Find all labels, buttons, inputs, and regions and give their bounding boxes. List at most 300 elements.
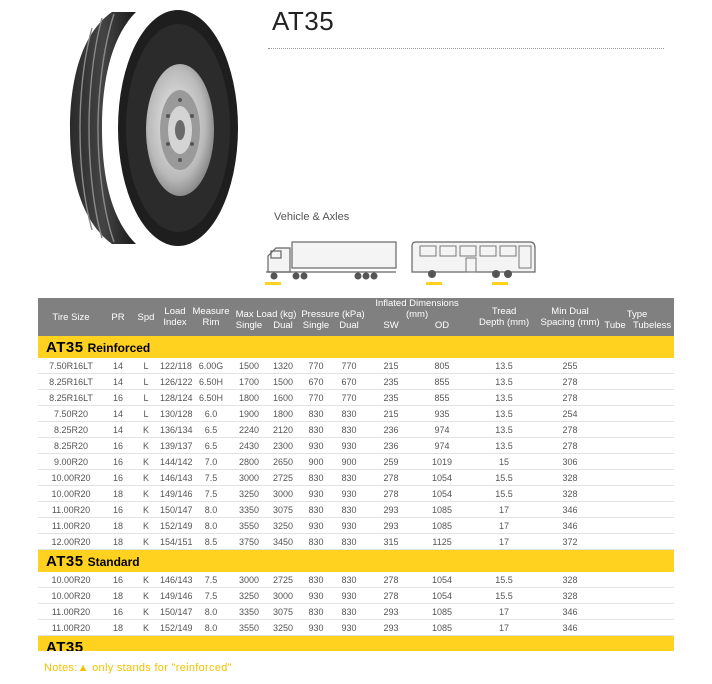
cell-min-dual-spacing: 372 xyxy=(540,534,600,550)
cell-tread-depth: 13.5 xyxy=(468,438,540,454)
cell-pressure-dual: 930 xyxy=(332,620,366,636)
cell-type-tube xyxy=(600,374,630,390)
cell-pressure-single: 930 xyxy=(300,588,332,604)
cell-max-load-single: 3550 xyxy=(232,620,266,636)
table-row xyxy=(38,588,674,604)
cell-tread-depth: 15.5 xyxy=(468,572,540,588)
cell-dim-od: 1125 xyxy=(416,534,468,550)
cell-tire-size: 11.00R20 xyxy=(38,604,104,620)
cell-measure-rim: 7.5 xyxy=(190,572,232,588)
cell-tread-depth: 15 xyxy=(468,454,540,470)
cell-pressure-single: 830 xyxy=(300,406,332,422)
cell-spd: K xyxy=(132,620,160,636)
section-header xyxy=(38,636,674,652)
cell-max-load-dual: 2650 xyxy=(266,454,300,470)
cell-pr: 14 xyxy=(104,406,132,422)
header-pr xyxy=(104,298,132,336)
cell-max-load-dual: 3450 xyxy=(266,534,300,550)
header-pr-line1: PR xyxy=(111,311,125,323)
cell-tire-size: 11.00R20 xyxy=(38,620,104,636)
cell-type-tube xyxy=(600,486,630,502)
cell-max-load-single: 2430 xyxy=(232,438,266,454)
cell-min-dual-spacing: 346 xyxy=(540,518,600,534)
cell-pressure-dual: 830 xyxy=(332,470,366,486)
bus-icon xyxy=(408,238,538,286)
cell-max-load-single: 3000 xyxy=(232,572,266,588)
cell-load-index: 128/124 xyxy=(160,390,190,406)
cell-pr: 18 xyxy=(104,486,132,502)
cell-min-dual-spacing: 328 xyxy=(540,572,600,588)
cell-dim-od: 855 xyxy=(416,374,468,390)
cell-load-index: 149/146 xyxy=(160,486,190,502)
cell-max-load-single: 3250 xyxy=(232,486,266,502)
cell-type-tubeless xyxy=(630,374,674,390)
cell-tire-size: 8.25R16LT xyxy=(38,374,104,390)
cell-spd: K xyxy=(132,604,160,620)
cell-tread-depth: 13.5 xyxy=(468,422,540,438)
cell-dim-sw: 293 xyxy=(366,620,416,636)
header-group-type-tube: Type xyxy=(600,298,674,320)
cell-type-tube xyxy=(600,422,630,438)
cell-type-tubeless xyxy=(630,572,674,588)
table-row xyxy=(38,502,674,518)
header-measure-rim-line1: Measure xyxy=(192,306,230,317)
cell-type-tubeless xyxy=(630,470,674,486)
cell-spd: K xyxy=(132,534,160,550)
header-pressure-dual: Dual xyxy=(332,320,366,336)
cell-pressure-dual: 830 xyxy=(332,502,366,518)
cell-max-load-dual: 1600 xyxy=(266,390,300,406)
cell-pressure-single: 930 xyxy=(300,518,332,534)
header-load-index xyxy=(160,298,190,336)
header-tread-depth-line1: Tread xyxy=(491,306,517,317)
cell-pressure-single: 930 xyxy=(300,486,332,502)
header-spd-line1: Spd xyxy=(137,311,155,323)
cell-dim-sw: 293 xyxy=(366,604,416,620)
cell-min-dual-spacing: 278 xyxy=(540,374,600,390)
cell-tread-depth: 13.5 xyxy=(468,374,540,390)
cell-measure-rim: 6.5 xyxy=(190,438,232,454)
cell-type-tubeless xyxy=(630,406,674,422)
cell-pressure-dual: 830 xyxy=(332,422,366,438)
table-row xyxy=(38,486,674,502)
tire-image xyxy=(62,4,240,250)
cell-pressure-dual: 930 xyxy=(332,486,366,502)
cell-spd: K xyxy=(132,486,160,502)
cell-load-index: 130/128 xyxy=(160,406,190,422)
cell-max-load-dual: 2120 xyxy=(266,422,300,438)
cell-dim-sw: 215 xyxy=(366,406,416,422)
cell-type-tube xyxy=(600,438,630,454)
table-row xyxy=(38,572,674,588)
cell-pressure-dual: 830 xyxy=(332,572,366,588)
header-measure-rim xyxy=(190,298,232,336)
cell-tire-size: 12.00R20 xyxy=(38,534,104,550)
cell-max-load-dual: 3000 xyxy=(266,486,300,502)
cell-pressure-dual: 830 xyxy=(332,534,366,550)
cell-max-load-dual: 2300 xyxy=(266,438,300,454)
cell-spd: K xyxy=(132,454,160,470)
cell-max-load-single: 1900 xyxy=(232,406,266,422)
cell-max-load-dual: 1800 xyxy=(266,406,300,422)
cell-max-load-dual: 1320 xyxy=(266,358,300,374)
cell-min-dual-spacing: 346 xyxy=(540,502,600,518)
table-row xyxy=(38,470,674,486)
cell-dim-od: 1054 xyxy=(416,470,468,486)
header-group-max-load-single: Max Load (kg) xyxy=(232,298,300,320)
cell-dim-od: 1019 xyxy=(416,454,468,470)
table-row xyxy=(38,406,674,422)
cell-tread-depth: 13.5 xyxy=(468,406,540,422)
truck-icon xyxy=(262,238,398,286)
cell-max-load-dual: 3250 xyxy=(266,518,300,534)
cell-type-tubeless xyxy=(630,620,674,636)
cell-load-index: 154/151 xyxy=(160,534,190,550)
cell-type-tubeless xyxy=(630,454,674,470)
cell-measure-rim: 8.0 xyxy=(190,604,232,620)
cell-pressure-dual: 930 xyxy=(332,518,366,534)
header-type-tubeless: Tubeless xyxy=(630,320,674,336)
cell-max-load-single: 1500 xyxy=(232,358,266,374)
header-group-dim-sw: Inflated Dimensions (mm) xyxy=(366,298,468,320)
header-max-load-single: Single xyxy=(232,320,266,336)
cell-type-tubeless xyxy=(630,518,674,534)
cell-load-index: 152/149 xyxy=(160,620,190,636)
cell-tread-depth: 17 xyxy=(468,518,540,534)
cell-spd: L xyxy=(132,390,160,406)
cell-measure-rim: 6.50H xyxy=(190,374,232,390)
cell-load-index: 149/146 xyxy=(160,588,190,604)
cell-dim-od: 1054 xyxy=(416,486,468,502)
cell-pr: 18 xyxy=(104,518,132,534)
cell-min-dual-spacing: 346 xyxy=(540,604,600,620)
table-row xyxy=(38,390,674,406)
cell-min-dual-spacing: 328 xyxy=(540,486,600,502)
cell-load-index: 126/122 xyxy=(160,374,190,390)
cell-load-index: 152/149 xyxy=(160,518,190,534)
header-max-load-dual: Dual xyxy=(266,320,300,336)
vehicle-axles-label: Vehicle & Axles xyxy=(274,211,350,223)
header-dim-od: OD xyxy=(416,320,468,336)
section-model: AT35 xyxy=(46,338,84,356)
cell-dim-od: 1054 xyxy=(416,572,468,588)
cell-pr: 16 xyxy=(104,438,132,454)
cell-dim-od: 1085 xyxy=(416,620,468,636)
cell-min-dual-spacing: 346 xyxy=(540,620,600,636)
cell-pressure-dual: 930 xyxy=(332,438,366,454)
cell-type-tube xyxy=(600,604,630,620)
section-model: AT35 xyxy=(46,552,84,570)
cell-tire-size: 10.00R20 xyxy=(38,486,104,502)
cell-tire-size: 8.25R20 xyxy=(38,422,104,438)
cell-tread-depth: 17 xyxy=(468,620,540,636)
cell-max-load-single: 1800 xyxy=(232,390,266,406)
cell-type-tube xyxy=(600,454,630,470)
cell-pressure-single: 830 xyxy=(300,470,332,486)
cell-dim-sw: 259 xyxy=(366,454,416,470)
cell-tire-size: 9.00R20 xyxy=(38,454,104,470)
cell-load-index: 150/147 xyxy=(160,502,190,518)
cell-tire-size: 8.25R16LT xyxy=(38,390,104,406)
cell-max-load-single: 2240 xyxy=(232,422,266,438)
table-row xyxy=(38,374,674,390)
cell-min-dual-spacing: 328 xyxy=(540,588,600,604)
cell-measure-rim: 8.0 xyxy=(190,620,232,636)
cell-measure-rim: 6.00G xyxy=(190,358,232,374)
cell-dim-od: 855 xyxy=(416,390,468,406)
table-row xyxy=(38,604,674,620)
header-load-index-line2: Index xyxy=(163,317,187,328)
cell-min-dual-spacing: 278 xyxy=(540,422,600,438)
cell-dim-od: 1054 xyxy=(416,588,468,604)
cell-max-load-dual: 2725 xyxy=(266,470,300,486)
cell-pr: 18 xyxy=(104,534,132,550)
cell-pressure-dual: 830 xyxy=(332,604,366,620)
spec-table xyxy=(38,298,674,651)
cell-dim-sw: 236 xyxy=(366,438,416,454)
cell-max-load-single: 3750 xyxy=(232,534,266,550)
section-header-row xyxy=(38,550,674,573)
table-row xyxy=(38,358,674,374)
cell-type-tubeless xyxy=(630,588,674,604)
cell-dim-od: 805 xyxy=(416,358,468,374)
cell-pressure-dual: 770 xyxy=(332,358,366,374)
cell-min-dual-spacing: 278 xyxy=(540,438,600,454)
cell-tire-size: 8.25R20 xyxy=(38,438,104,454)
cell-pressure-dual: 670 xyxy=(332,374,366,390)
cell-type-tube xyxy=(600,470,630,486)
header-min-dual-spacing-line2: Spacing (mm) xyxy=(540,317,600,328)
cell-measure-rim: 8.0 xyxy=(190,518,232,534)
cell-measure-rim: 6.0 xyxy=(190,406,232,422)
cell-load-index: 146/143 xyxy=(160,572,190,588)
cell-spd: K xyxy=(132,438,160,454)
cell-pr: 16 xyxy=(104,390,132,406)
cell-pressure-single: 900 xyxy=(300,454,332,470)
cell-type-tube xyxy=(600,358,630,374)
cell-tire-size: 10.00R20 xyxy=(38,572,104,588)
cell-max-load-dual: 3075 xyxy=(266,502,300,518)
cell-tread-depth: 15.5 xyxy=(468,470,540,486)
cell-pressure-single: 830 xyxy=(300,422,332,438)
cell-tire-size: 10.00R20 xyxy=(38,470,104,486)
cell-type-tube xyxy=(600,502,630,518)
section-header xyxy=(38,336,674,358)
table-header-row-top xyxy=(38,298,674,320)
cell-measure-rim: 7.5 xyxy=(190,486,232,502)
table-row xyxy=(38,454,674,470)
cell-dim-od: 1085 xyxy=(416,604,468,620)
cell-max-load-dual: 3250 xyxy=(266,620,300,636)
cell-max-load-dual: 1500 xyxy=(266,374,300,390)
cell-measure-rim: 8.0 xyxy=(190,502,232,518)
cell-dim-sw: 236 xyxy=(366,422,416,438)
cell-dim-od: 935 xyxy=(416,406,468,422)
cell-pressure-dual: 830 xyxy=(332,406,366,422)
cell-measure-rim: 6.5 xyxy=(190,422,232,438)
header-tire-size xyxy=(38,298,104,336)
cell-pressure-dual: 770 xyxy=(332,390,366,406)
section-header xyxy=(38,550,674,573)
cell-load-index: 136/134 xyxy=(160,422,190,438)
cell-spd: L xyxy=(132,374,160,390)
cell-max-load-single: 3350 xyxy=(232,502,266,518)
cell-type-tubeless xyxy=(630,422,674,438)
cell-pressure-single: 930 xyxy=(300,438,332,454)
cell-max-load-dual: 3000 xyxy=(266,588,300,604)
cell-type-tubeless xyxy=(630,502,674,518)
header-tire-size-line1: Tire Size xyxy=(52,311,90,323)
cell-pressure-single: 670 xyxy=(300,374,332,390)
header-min-dual-spacing xyxy=(540,298,600,336)
cell-tire-size: 11.00R20 xyxy=(38,502,104,518)
cell-min-dual-spacing: 306 xyxy=(540,454,600,470)
cell-tread-depth: 13.5 xyxy=(468,358,540,374)
cell-pressure-single: 830 xyxy=(300,572,332,588)
notes-prefix: Notes: xyxy=(44,662,78,674)
cell-pr: 16 xyxy=(104,604,132,620)
header-pressure-single: Single xyxy=(300,320,332,336)
header-min-dual-spacing-line1: Min Dual xyxy=(551,306,589,317)
reinforced-triangle-icon: ▲ xyxy=(77,662,89,674)
notes xyxy=(44,662,232,674)
table-row xyxy=(38,534,674,550)
cell-pressure-single: 830 xyxy=(300,534,332,550)
cell-pr: 18 xyxy=(104,588,132,604)
cell-measure-rim: 7.5 xyxy=(190,470,232,486)
cell-pr: 16 xyxy=(104,572,132,588)
cell-tire-size: 10.00R20 xyxy=(38,588,104,604)
cell-type-tube xyxy=(600,390,630,406)
header-tread-depth-line2: Depth (mm) xyxy=(478,317,530,328)
cell-min-dual-spacing: 278 xyxy=(540,390,600,406)
cell-measure-rim: 7.0 xyxy=(190,454,232,470)
cell-pressure-dual: 900 xyxy=(332,454,366,470)
cell-pressure-single: 830 xyxy=(300,604,332,620)
title-divider xyxy=(268,48,664,49)
cell-pressure-single: 830 xyxy=(300,502,332,518)
cell-load-index: 139/137 xyxy=(160,438,190,454)
cell-type-tubeless xyxy=(630,358,674,374)
cell-max-load-single: 2800 xyxy=(232,454,266,470)
cell-dim-sw: 278 xyxy=(366,572,416,588)
cell-spd: K xyxy=(132,588,160,604)
cell-type-tubeless xyxy=(630,390,674,406)
cell-type-tubeless xyxy=(630,438,674,454)
cell-tire-size: 7.50R20 xyxy=(38,406,104,422)
cell-pr: 16 xyxy=(104,502,132,518)
cell-tread-depth: 15.5 xyxy=(468,588,540,604)
cell-type-tube xyxy=(600,572,630,588)
cell-dim-sw: 293 xyxy=(366,518,416,534)
section-header-row xyxy=(38,636,674,652)
cell-type-tube xyxy=(600,518,630,534)
cell-dim-sw: 293 xyxy=(366,502,416,518)
cell-tread-depth: 15.5 xyxy=(468,486,540,502)
header-dim-sw: SW xyxy=(366,320,416,336)
header-tread-depth xyxy=(468,298,540,336)
cell-max-load-dual: 3075 xyxy=(266,604,300,620)
cell-dim-sw: 315 xyxy=(366,534,416,550)
cell-tread-depth: 17 xyxy=(468,502,540,518)
cell-max-load-dual: 2725 xyxy=(266,572,300,588)
cell-load-index: 150/147 xyxy=(160,604,190,620)
cell-type-tubeless xyxy=(630,534,674,550)
cell-measure-rim: 8.5 xyxy=(190,534,232,550)
cell-dim-sw: 235 xyxy=(366,374,416,390)
cell-type-tubeless xyxy=(630,604,674,620)
cell-min-dual-spacing: 254 xyxy=(540,406,600,422)
cell-load-index: 122/118 xyxy=(160,358,190,374)
cell-max-load-single: 3250 xyxy=(232,588,266,604)
cell-pr: 18 xyxy=(104,620,132,636)
header-spd xyxy=(132,298,160,336)
section-name: Standard xyxy=(87,554,140,569)
section-header-row xyxy=(38,336,674,358)
cell-type-tube xyxy=(600,588,630,604)
cell-measure-rim: 6.50H xyxy=(190,390,232,406)
cell-type-tube xyxy=(600,620,630,636)
spec-table-container xyxy=(38,298,674,651)
cell-spd: K xyxy=(132,470,160,486)
cell-dim-od: 1085 xyxy=(416,518,468,534)
cell-max-load-single: 3350 xyxy=(232,604,266,620)
cell-pressure-single: 930 xyxy=(300,620,332,636)
cell-pr: 14 xyxy=(104,358,132,374)
product-title: AT35 xyxy=(272,6,335,36)
cell-load-index: 146/143 xyxy=(160,470,190,486)
cell-dim-sw: 235 xyxy=(366,390,416,406)
cell-pressure-single: 770 xyxy=(300,390,332,406)
cell-max-load-single: 3000 xyxy=(232,470,266,486)
cell-min-dual-spacing: 255 xyxy=(540,358,600,374)
cell-pressure-dual: 930 xyxy=(332,588,366,604)
cell-measure-rim: 7.5 xyxy=(190,588,232,604)
table-row xyxy=(38,620,674,636)
cell-dim-sw: 215 xyxy=(366,358,416,374)
cell-type-tube xyxy=(600,534,630,550)
header-measure-rim-line2: Rim xyxy=(202,317,220,328)
cell-spd: L xyxy=(132,406,160,422)
cell-spd: K xyxy=(132,572,160,588)
cell-pr: 16 xyxy=(104,454,132,470)
cell-dim-sw: 278 xyxy=(366,588,416,604)
cell-dim-od: 974 xyxy=(416,438,468,454)
cell-pressure-single: 770 xyxy=(300,358,332,374)
cell-pr: 16 xyxy=(104,470,132,486)
cell-type-tubeless xyxy=(630,486,674,502)
section-name: Reinforced xyxy=(87,340,151,355)
cell-tire-size: 7.50R16LT xyxy=(38,358,104,374)
cell-spd: L xyxy=(132,358,160,374)
cell-tread-depth: 13.5 xyxy=(468,390,540,406)
cell-dim-sw: 278 xyxy=(366,486,416,502)
table-row xyxy=(38,518,674,534)
cell-dim-od: 974 xyxy=(416,422,468,438)
cell-dim-od: 1085 xyxy=(416,502,468,518)
header-load-index-line1: Load xyxy=(164,306,186,317)
cell-spd: K xyxy=(132,518,160,534)
cell-pr: 14 xyxy=(104,422,132,438)
cell-tread-depth: 17 xyxy=(468,604,540,620)
section-model: AT35 xyxy=(46,638,84,651)
header-group-pressure-single: Pressure (kPa) xyxy=(300,298,366,320)
header-type-tube: Tube xyxy=(600,320,630,336)
cell-spd: K xyxy=(132,502,160,518)
cell-tread-depth: 17 xyxy=(468,534,540,550)
cell-max-load-single: 3550 xyxy=(232,518,266,534)
cell-pr: 14 xyxy=(104,374,132,390)
